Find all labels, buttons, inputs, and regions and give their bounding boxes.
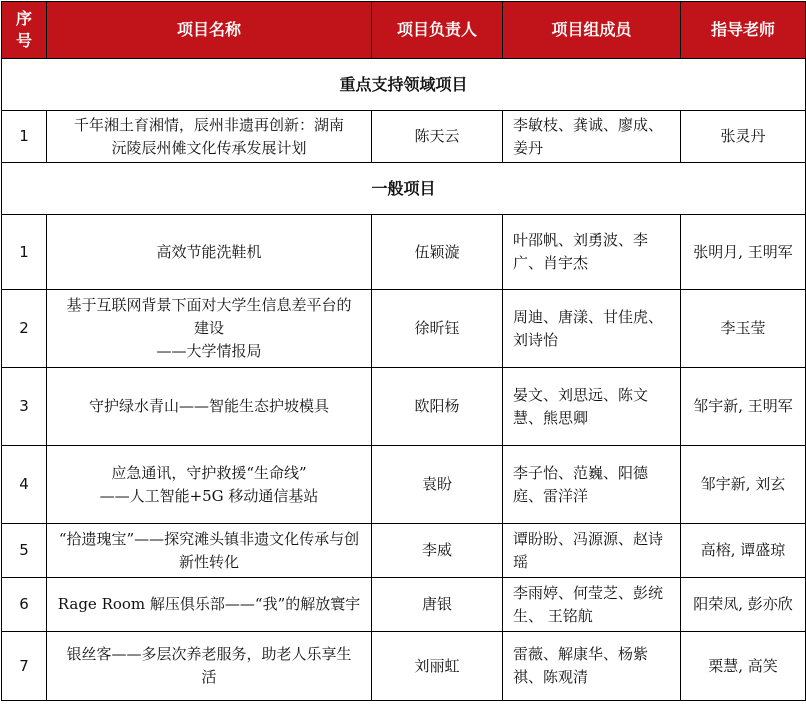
table-row xyxy=(2,578,806,632)
row-advisor: 邹宇新, 王明军 xyxy=(681,368,806,446)
row-members: 叶邵帆、刘勇波、李广、肖宇杰 xyxy=(503,215,681,290)
row-no: 7 xyxy=(2,632,47,701)
section-title: 重点支持领域项目 xyxy=(2,59,806,111)
row-no: 1 xyxy=(2,215,47,290)
row-leader: 伍颖漩 xyxy=(372,215,503,290)
row-leader: 陈天云 xyxy=(372,111,503,163)
row-advisor: 张灵丹 xyxy=(681,111,806,163)
row-project-name: 应急通讯，守护救援“生命线” ——人工智能+5G 移动通信基站 xyxy=(47,446,372,524)
row-leader: 欧阳杨 xyxy=(372,368,503,446)
row-project-name: 银丝客——多层次养老服务，助老人乐享生活 xyxy=(47,632,372,701)
table-row xyxy=(2,368,806,446)
row-advisor: 邹宇新, 刘玄 xyxy=(681,446,806,524)
row-leader: 徐昕钰 xyxy=(372,290,503,368)
row-members: 李敏枝、龚诚、廖成、姜丹 xyxy=(503,111,681,163)
header-row xyxy=(2,2,806,59)
table-row xyxy=(2,111,806,163)
header-no: 序号 xyxy=(2,2,47,59)
row-leader: 袁盼 xyxy=(372,446,503,524)
section-row xyxy=(2,163,806,215)
project-table xyxy=(1,1,806,701)
row-members: 李子怡、范巍、阳德庭、雷洋洋 xyxy=(503,446,681,524)
row-advisor: 高榕, 谭盛琼 xyxy=(681,524,806,578)
row-members: 雷薇、解康华、杨紫祺、陈观清 xyxy=(503,632,681,701)
row-leader: 李威 xyxy=(372,524,503,578)
table-row xyxy=(2,215,806,290)
row-project-name: Rage Room 解压俱乐部——“我”的解放寰宇 xyxy=(47,578,372,632)
row-project-name: 高效节能洗鞋机 xyxy=(47,215,372,290)
header-leader: 项目负责人 xyxy=(372,2,503,59)
row-no: 1 xyxy=(2,111,47,163)
row-members: 晏文、刘思远、陈文慧、熊思卿 xyxy=(503,368,681,446)
table-row xyxy=(2,524,806,578)
row-no: 4 xyxy=(2,446,47,524)
row-no: 3 xyxy=(2,368,47,446)
row-advisor: 李玉莹 xyxy=(681,290,806,368)
row-project-name: 基于互联网背景下面对大学生信息差平台的建设 ——大学情报局 xyxy=(47,290,372,368)
table-row xyxy=(2,446,806,524)
row-no: 2 xyxy=(2,290,47,368)
row-project-name-text: 千年湘土育湘情，辰州非遗再创新：湖南沅陵辰州傩文化传承发展计划 xyxy=(73,115,344,157)
row-leader: 刘丽虹 xyxy=(372,632,503,701)
row-members: 周迪、唐漾、甘佳虎、刘诗怡 xyxy=(503,290,681,368)
row-project-name: “拾遗瑰宝”——探究滩头镇非遗文化传承与创新性转化 xyxy=(47,524,372,578)
header-members: 项目组成员 xyxy=(503,2,681,59)
section-title: 一般项目 xyxy=(2,163,806,215)
row-leader: 唐银 xyxy=(372,578,503,632)
row-advisor: 阳荣凤, 彭亦欣 xyxy=(681,578,806,632)
row-members: 谭盼盼、冯源源、赵诗瑶 xyxy=(503,524,681,578)
table-row xyxy=(2,632,806,701)
section-row xyxy=(2,59,806,111)
row-advisor: 栗慧, 高笑 xyxy=(681,632,806,701)
row-project-name xyxy=(47,111,372,163)
table-row xyxy=(2,290,806,368)
row-no: 5 xyxy=(2,524,47,578)
row-members: 李雨婷、何莹芝、彭统生、 王铭航 xyxy=(503,578,681,632)
header-advisor: 指导老师 xyxy=(681,2,806,59)
row-project-name: 守护绿水青山——智能生态护坡模具 xyxy=(47,368,372,446)
row-no: 6 xyxy=(2,578,47,632)
header-name: 项目名称 xyxy=(47,2,372,59)
row-advisor: 张明月, 王明军 xyxy=(681,215,806,290)
